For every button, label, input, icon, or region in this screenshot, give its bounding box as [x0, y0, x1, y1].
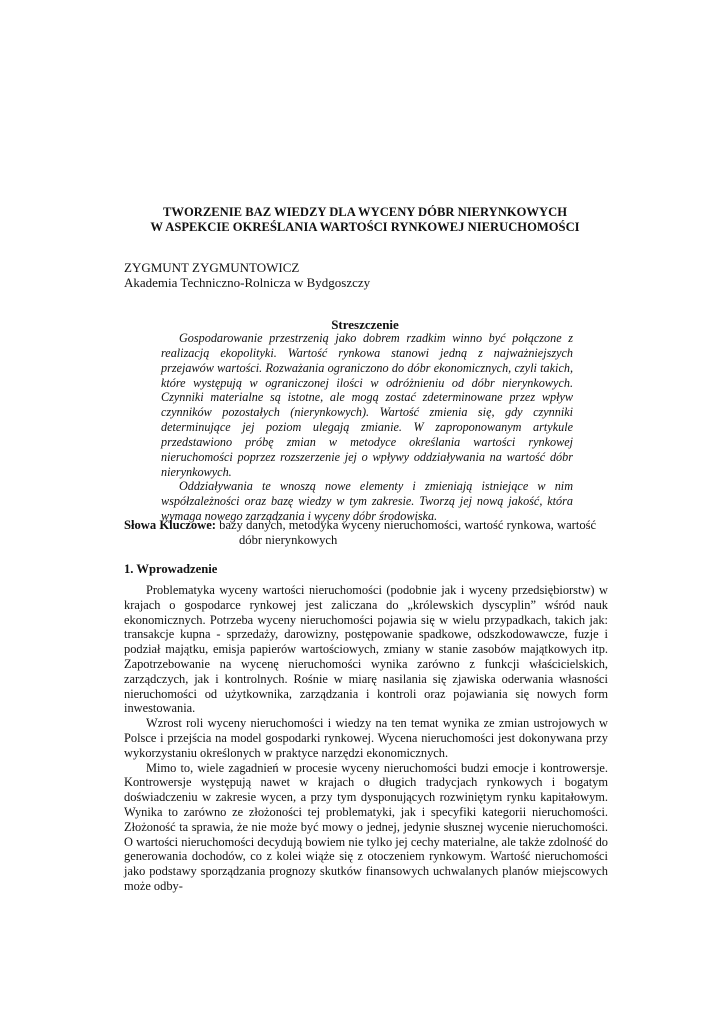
abstract-heading: Streszczenie: [331, 317, 399, 332]
author-affiliation: Akademia Techniczno-Rolnicza w Bydgoszczy: [124, 275, 371, 290]
section-body: [124, 583, 608, 894]
section-heading: 1. Wprowadzenie: [124, 562, 218, 576]
abstract-paragraph: Gospodarowanie przestrzenią jako dobrem rzadkim winno być połączone z realizacją ekopolityki. Wartość rynkowa stanowi jedną z najważniejszych przejawów wartości. Rozważania ograniczono do dóbr ekonomicznych, czyli takich, które występują w ograniczonej ilości w odróżnieniu od dóbr nierynkowych. Czynniki materialne są istotne, ale mogą zostać zdeterminowane przez wpływ czynników pozostałych (nierynkowych). Wartość zmienia się, gdy czynniki determinujące jej poziom ulegają zmianie. W zaproponowanym artykule przedstawiono próbę zmian w metodyce określania wartości rynkowej nieruchomości poprzez rozszerzenie jej o wpływy oddziaływania na wartość dóbr nierynkowych.: [161, 331, 573, 479]
author-name: ZYGMUNT ZYGMUNTOWICZ: [124, 260, 300, 275]
title-line-1: TWORZENIE BAZ WIEDZY DLA WYCENY DÓBR NIERYNKOWYCH: [162, 205, 568, 219]
abstract-body: [161, 331, 573, 524]
paper-title: [100, 205, 630, 235]
body-paragraph: Wzrost roli wyceny nieruchomości i wiedzy na ten temat wynika ze zmian ustrojowych w Polsce i przejścia na model gospodarki rynkowej. Wycena nieruchomości jest dokonywana przy wykorzystaniu określonych w praktyce narzędzi ekonomicznych.: [124, 716, 608, 760]
title-line-2: W ASPEKCIE OKREŚLANIA WARTOŚCI RYNKOWEJ NIERUCHOMOŚCI: [150, 220, 580, 234]
abstract-paragraph: Oddziaływania te wnoszą nowe elementy i zmieniają istniejące w nim współzależności oraz bazę wiedzy w tym zakresie. Tworzą jej nową jakość, która wymaga nowego zarządzania i wyceny dóbr środowiska.: [161, 479, 573, 524]
author-block: [124, 260, 370, 290]
keywords-label: Słowa Kluczowe:: [124, 518, 216, 532]
body-paragraph: Mimo to, wiele zagadnień w procesie wyceny nieruchomości budzi emocje i kontrowersje. Kontrowersje występują nawet w krajach o długich tradycjach rynkowych i bogatym doświadczeniu w zakresie wycen, a przy tym dysponujących rozwiniętym rynku kapitałowym. Wynika to zarówno ze złożoności tej problematyki, jak i specyfiki kategorii nieruchomości. Złożoność ta sprawia, że nie może być mowy o jednej, jedynie słusznej wycenie nieruchomości. O wartości nieruchomości decydują bowiem nie tylko jej cechy materialne, ale także zdolność do generowania dochodów, co z kolei wiąże się z otoczeniem rynkowym. Wartość nieruchomości jako podstawy sporządzania prognozy skutków finansowych uchwalanych planów miejscowych może odby-: [124, 760, 608, 893]
keywords-text: bazy danych, metodyka wyceny nieruchomości, wartość rynkowa, wartość dóbr nierynkowych: [219, 518, 597, 547]
body-paragraph: Problematyka wyceny wartości nieruchomości (podobnie jak i wyceny przedsiębiorstw) w krajach o gospodarce rynkowej jest zaliczana do „królewskich dyscyplin” wśród nauk ekonomicznych. Potrzeba wyceny nieruchomości pojawia się w wielu przypadkach, takich jak: transakcje kupna - sprzedaży, darowizny, postępowanie spadkowe, odszkodowawcze, fuzje i podział majątku, emisja papierów wartościowych, zmiany w stanie zasobów majątkowych itp. Zapotrzebowanie na wycenę nieruchomości wynika zarówno z funkcji właścicielskich, zarządczych, jak i kontrolnych. Rośnie w miarę nasilania się zjawiska oderwania własności nieruchomości od użytkownika, zarządzania i kontroli oraz pojawiania się nowych form inwestowania.: [124, 583, 608, 716]
keywords-block: [124, 518, 616, 548]
